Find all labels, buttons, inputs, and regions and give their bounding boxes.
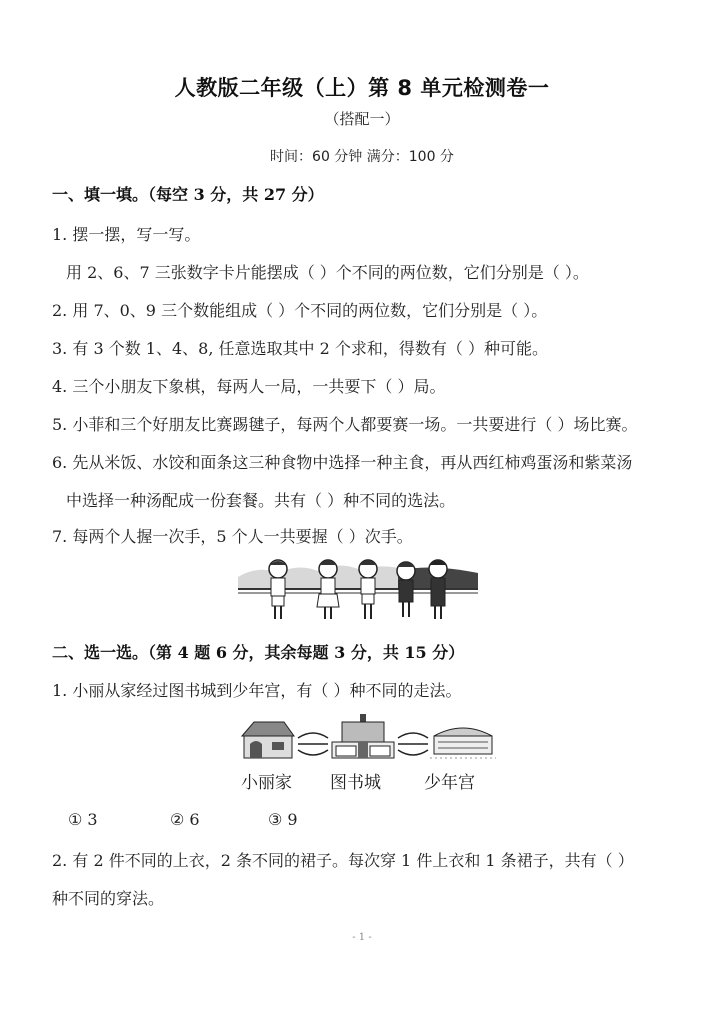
question-1-2: 2. 用 7、0、9 三个数能组成（ ）个不同的两位数，它们分别是（ ）。 (52, 301, 548, 320)
question-1-1-title: 1. 摆一摆，写一写。 (52, 225, 201, 244)
question-1-3: 3. 有 3 个数 1、4、8, 任意选取其中 2 个求和，得数有（ ）种可能。 (52, 339, 548, 358)
question-2-2-line1: 2. 有 2 件不同的上衣，2 条不同的裙子。每次穿 1 件上衣和 1 条裙子，共有（ ） (52, 851, 634, 870)
route-diagram (238, 714, 498, 764)
option-1[interactable]: ① 3 (68, 810, 98, 829)
option-3[interactable]: ③ 9 (268, 810, 298, 829)
route-buildings-icon (238, 714, 498, 764)
section-2-heading: 二、选一选。（第 4 题 6 分，其余每题 3 分，共 15 分） (52, 643, 465, 662)
question-1-4: 4. 三个小朋友下象棋，每两人一局，一共要下（ ）局。 (52, 377, 446, 396)
question-1-6-line1: 6. 先从米饭、水饺和面条这三种食物中选择一种主食，再从西红柿鸡蛋汤和紫菜汤 (52, 453, 633, 472)
children-handshake-illustration (238, 555, 478, 625)
library-icon (332, 714, 394, 758)
question-2-1: 1. 小丽从家经过图书城到少年宫，有（ ）种不同的走法。 (52, 681, 462, 700)
question-1-6-line2: 中选择一种汤配成一份套餐。共有（ ）种不同的选法。 (66, 491, 456, 510)
page-number: - 1 - (352, 932, 372, 943)
question-2-2-line2: 种不同的穿法。 (52, 889, 165, 908)
place-label-library: 图书城 (330, 773, 381, 793)
place-label-home: 小丽家 (241, 773, 292, 793)
house-icon (242, 722, 294, 758)
question-1-5: 5. 小菲和三个好朋友比赛踢毽子，每两个人都要赛一场。一共要进行（ ）场比赛。 (52, 415, 638, 434)
children-illustration-icon (238, 555, 478, 625)
page-subtitle: （搭配一） (324, 110, 400, 128)
place-label-youth-palace: 少年宫 (424, 773, 475, 793)
exam-meta: 时间：60 分钟 满分：100 分 (270, 149, 454, 165)
option-2[interactable]: ② 6 (170, 810, 200, 829)
question-1-7: 7. 每两个人握一次手，5 个人一共要握（ ）次手。 (52, 527, 413, 546)
section-1-heading: 一、填一填。（每空 3 分，共 27 分） (52, 185, 324, 204)
page-title: 人教版二年级（上）第 8 单元检测卷一 (174, 76, 550, 100)
youth-palace-icon (430, 728, 496, 758)
question-1-1-body: 用 2、6、7 三张数字卡片能摆成（ ）个不同的两位数，它们分别是（ ）。 (66, 263, 589, 282)
